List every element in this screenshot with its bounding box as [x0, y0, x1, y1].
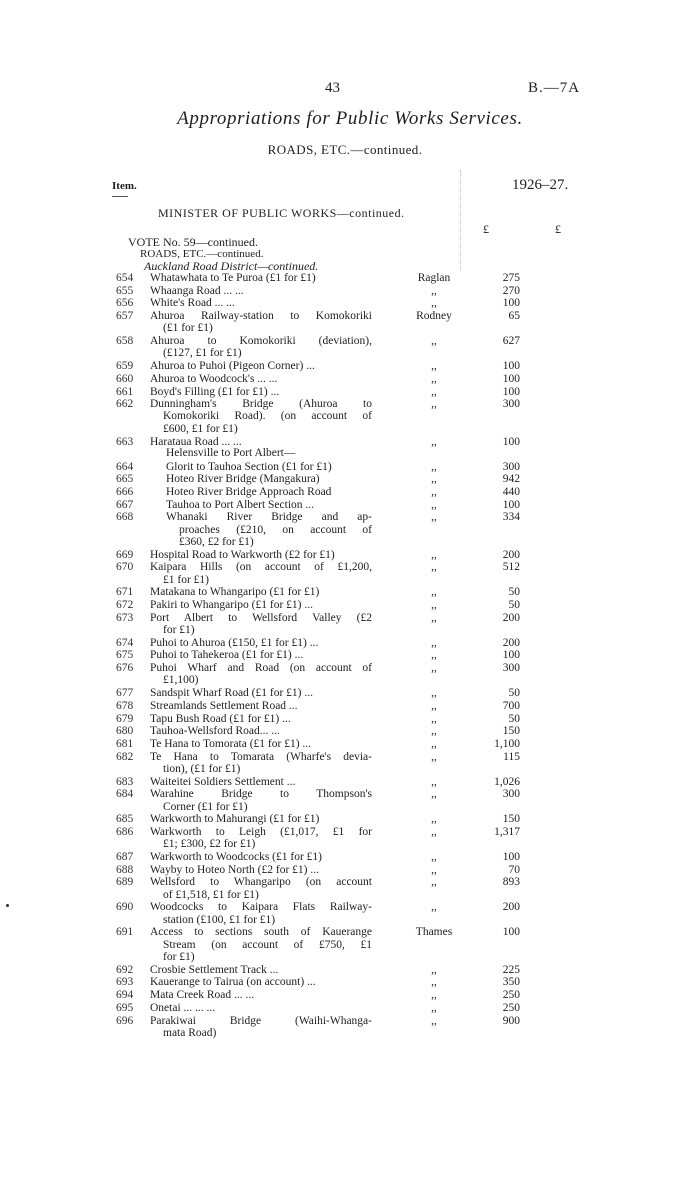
description-line: £1 for £1) — [163, 573, 209, 586]
electorate: ,, — [431, 863, 437, 876]
description-line: Hoteo River Bridge Approach Road — [166, 485, 332, 498]
electorate: ,, — [431, 398, 437, 411]
electorate: Raglan — [417, 272, 451, 284]
description-line: Kaipara Hills (on account of £1,200, — [150, 561, 372, 574]
item-number: 669 — [116, 548, 134, 561]
amount: 100 — [502, 851, 520, 863]
description-line: tion), (£1 for £1) — [163, 762, 241, 775]
description-line: Warahine Bridge to Thompson's — [150, 788, 372, 801]
electorate: ,, — [431, 788, 437, 801]
item-description — [150, 776, 372, 788]
page-title: Appropriations for Public Works Services. — [177, 108, 523, 129]
pound-symbol-column-1: £ — [483, 222, 489, 236]
item-number: 655 — [116, 284, 134, 297]
item-description — [150, 297, 372, 309]
amount: 50 — [508, 687, 520, 700]
amount: 893 — [502, 876, 520, 889]
description-line: Hoteo River Bridge (Mangakura) — [166, 473, 320, 486]
item-description — [150, 586, 372, 598]
amount: 65 — [508, 310, 520, 323]
item-description — [150, 926, 372, 963]
amount: 200 — [502, 636, 520, 649]
electorate: ,, — [431, 813, 437, 826]
electorate: ,, — [431, 335, 437, 348]
item-number: 685 — [116, 813, 134, 826]
amount: 100 — [502, 498, 520, 511]
description-line: Harataua Road ... ... — [150, 435, 242, 448]
description-line: for £1) — [163, 950, 195, 963]
section-heading: ROADS, ETC.—continued. — [267, 142, 423, 157]
amount: 900 — [502, 1014, 520, 1027]
item-column-header: Item. — [112, 180, 137, 192]
description-line: Sandspit Wharf Road (£1 for £1) ... — [150, 687, 313, 700]
item-number: 671 — [116, 586, 134, 599]
subheading-helensville: Helensville to Port Albert— — [166, 447, 296, 460]
district-name: Auckland Road District—continued. — [144, 259, 319, 273]
description-line: Hospital Road to Warkworth (£2 for £1) — [150, 548, 335, 561]
description-line: Ahuroa to Komokoriki (deviation), — [150, 335, 372, 348]
description-line: Streamlands Settlement Road ... — [150, 699, 298, 712]
amount: 512 — [502, 561, 520, 574]
electorate: ,, — [431, 636, 437, 649]
item-number: 694 — [116, 989, 134, 1002]
description-line: Whanaki River Bridge and ap- — [166, 511, 372, 524]
description-line: £360, £2 for £1) — [179, 535, 254, 548]
item-number: 666 — [116, 485, 134, 498]
amount: 100 — [502, 435, 520, 448]
description-line: Stream (on account of £750, £1 — [163, 938, 372, 951]
amount: 334 — [502, 511, 520, 524]
description-line: Onetai ... ... ... — [150, 1001, 216, 1014]
description-line: Warkworth to Woodcocks (£1 for £1) — [150, 851, 322, 863]
description-line: Wellsford to Whangaripo (on account — [150, 876, 372, 889]
item-description — [150, 725, 372, 737]
item-description — [150, 436, 372, 448]
electorate: ,, — [431, 976, 437, 989]
item-number: 696 — [116, 1014, 134, 1027]
description-line: £1; £300, £2 for £1) — [163, 838, 256, 851]
item-number: 680 — [116, 725, 134, 738]
description-line: Boyd's Filling (£1 for £1) ... — [150, 385, 280, 398]
description-line: Tauhoa to Port Albert Section ... — [166, 498, 315, 511]
item-description — [150, 788, 372, 813]
description-line: Dunningham's Bridge (Ahuroa to — [150, 398, 372, 411]
description-line: Corner (£1 for £1) — [163, 800, 248, 813]
item-number: 664 — [116, 460, 134, 473]
amount: 1,317 — [494, 826, 520, 838]
amount: 100 — [502, 385, 520, 398]
electorate: ,, — [431, 435, 437, 448]
item-number: 691 — [116, 926, 134, 939]
description-line: Parakiwai Bridge (Waihi-Whanga- — [150, 1014, 372, 1027]
electorate: ,, — [431, 876, 437, 889]
electorate: ,, — [431, 460, 437, 473]
item-number: 675 — [116, 649, 134, 662]
item-description — [150, 637, 372, 649]
description-line: Pakiri to Whangaripo (£1 for £1) ... — [150, 599, 313, 611]
roads-subheading: ROADS, ETC.—continued. — [140, 248, 264, 260]
item-number: 672 — [116, 599, 134, 611]
item-description — [150, 700, 372, 712]
item-number: 662 — [116, 398, 134, 411]
amount: 100 — [502, 926, 520, 939]
electorate: ,, — [431, 662, 437, 675]
amount: 100 — [502, 360, 520, 373]
item-number: 692 — [116, 963, 134, 976]
electorate: ,, — [431, 989, 437, 1002]
item-description — [150, 976, 372, 988]
year-column-header: 1926–27. — [512, 177, 569, 193]
electorate: ,, — [431, 297, 437, 310]
item-description — [150, 687, 372, 699]
description-line: Ahuroa to Puhoi (Pigeon Corner) ... — [150, 360, 315, 373]
electorate: ,, — [431, 548, 437, 561]
item-number: 660 — [116, 372, 134, 385]
electorate: ,, — [431, 360, 437, 373]
description-line: Warkworth to Mahurangi (£1 for £1) — [150, 813, 320, 826]
description-line: Puhoi to Ahuroa (£150, £1 for £1) ... — [150, 636, 319, 649]
amount: 300 — [502, 662, 520, 675]
electorate: ,, — [431, 750, 437, 763]
amount: 1,100 — [494, 737, 520, 750]
item-number: 663 — [116, 435, 134, 448]
column-rule — [460, 170, 461, 270]
description-line: Te Hana to Tomorata (£1 for £1) ... — [150, 737, 312, 750]
item-number: 682 — [116, 750, 134, 763]
description-line: for £1) — [163, 623, 195, 636]
amount: 50 — [508, 599, 520, 611]
amount: 250 — [502, 1001, 520, 1014]
description-line: of £1,518, £1 for £1) — [163, 888, 259, 901]
item-description — [166, 511, 372, 548]
item-description — [150, 713, 372, 725]
description-line: Komokoriki Road). (on account of — [163, 410, 372, 423]
amount: 700 — [502, 699, 520, 712]
description-line: Te Hana to Tomarata (Wharfe's devia- — [150, 750, 372, 763]
item-description — [150, 373, 372, 385]
description-line: Glorit to Tauhoa Section (£1 for £1) — [166, 460, 332, 473]
amount: 275 — [502, 272, 520, 284]
amount: 200 — [502, 548, 520, 561]
amount: 200 — [502, 611, 520, 624]
amount: 300 — [502, 398, 520, 411]
item-number: 676 — [116, 662, 134, 675]
electorate: ,, — [431, 712, 437, 725]
item-description — [150, 398, 372, 435]
item-number: 661 — [116, 385, 134, 398]
description-line: Mata Creek Road ... ... — [150, 989, 255, 1002]
item-number: 679 — [116, 712, 134, 725]
item-description — [166, 486, 372, 498]
margin-mark — [6, 904, 9, 907]
item-number: 657 — [116, 310, 134, 323]
electorate: ,, — [431, 485, 437, 498]
amount: 270 — [502, 284, 520, 297]
electorate: ,, — [431, 699, 437, 712]
amount: 300 — [502, 788, 520, 801]
description-line: Warkworth to Leigh (£1,017, £1 for — [150, 826, 372, 838]
item-number: 684 — [116, 788, 134, 801]
amount: 100 — [502, 297, 520, 310]
amount: 115 — [503, 750, 520, 763]
item-number: 695 — [116, 1001, 134, 1014]
description-line: Crosbie Settlement Track ... — [150, 963, 279, 976]
item-number: 674 — [116, 636, 134, 649]
item-description — [150, 864, 372, 876]
item-description — [150, 649, 372, 661]
vote-heading: VOTE No. 59—continued. — [128, 235, 258, 249]
electorate: ,, — [431, 372, 437, 385]
item-number: 687 — [116, 851, 134, 863]
item-number: 654 — [116, 272, 134, 284]
item-number: 667 — [116, 498, 134, 511]
amount: 440 — [502, 485, 520, 498]
amount: 200 — [502, 901, 520, 914]
item-description — [150, 599, 372, 611]
amount: 300 — [502, 460, 520, 473]
item-number: 673 — [116, 611, 134, 624]
item-number: 659 — [116, 360, 134, 373]
description-line: Wayby to Hoteo North (£2 for £1) ... — [150, 863, 319, 876]
electorate: ,, — [431, 775, 437, 788]
item-description — [150, 335, 372, 360]
pound-symbol-column-2: £ — [555, 222, 561, 236]
item-number: 690 — [116, 901, 134, 914]
amount: 350 — [502, 976, 520, 989]
item-description — [150, 751, 372, 776]
item-description — [150, 964, 372, 976]
item-description — [150, 386, 372, 398]
item-description — [150, 360, 372, 372]
description-line: Puhoi to Tahekeroa (£1 for £1) ... — [150, 649, 304, 662]
electorate: ,, — [431, 385, 437, 398]
item-number: 658 — [116, 335, 134, 348]
electorate: Thames — [415, 926, 453, 939]
item-description — [150, 989, 372, 1001]
description-line: Puhoi Wharf and Road (on account of — [150, 662, 372, 675]
electorate: Rodney — [416, 310, 452, 323]
amount: 100 — [502, 649, 520, 662]
amount: 942 — [502, 473, 520, 486]
item-description — [166, 461, 372, 473]
description-line: (£127, £1 for £1) — [163, 347, 242, 360]
item-description — [166, 473, 372, 485]
description-line: Ahuroa to Woodcock's ... ... — [150, 372, 278, 385]
item-description — [150, 561, 372, 586]
item-description — [150, 901, 372, 926]
item-number: 670 — [116, 561, 134, 574]
amount: 150 — [502, 813, 520, 826]
description-line: Ahuroa Railway-station to Komokoriki — [150, 310, 372, 323]
description-line: Tapu Bush Road (£1 for £1) ... — [150, 712, 291, 725]
electorate: ,, — [431, 687, 437, 700]
item-description — [150, 738, 372, 750]
item-number: 678 — [116, 699, 134, 712]
item-number: 665 — [116, 473, 134, 486]
item-number: 677 — [116, 687, 134, 700]
minister-heading: MINISTER OF PUBLIC WORKS—continued. — [158, 206, 405, 220]
item-description — [150, 813, 372, 825]
page-number: 43 — [325, 80, 340, 96]
electorate: ,, — [431, 586, 437, 599]
item-description — [150, 549, 372, 561]
description-line: Whatawhata to Te Puroa (£1 for £1) — [150, 272, 316, 284]
amount: 100 — [502, 372, 520, 385]
item-description — [150, 612, 372, 637]
description-line: £600, £1 for £1) — [163, 422, 238, 435]
item-number: 688 — [116, 863, 134, 876]
electorate: ,, — [431, 901, 437, 914]
amount: 627 — [502, 335, 520, 348]
description-line: Waiteitei Soldiers Settlement ... — [150, 775, 296, 788]
electorate: ,, — [431, 611, 437, 624]
item-number: 681 — [116, 737, 134, 750]
amount: 70 — [508, 863, 520, 876]
item-description — [150, 851, 372, 863]
item-number: 656 — [116, 297, 134, 310]
electorate: ,, — [431, 284, 437, 297]
item-number: 668 — [116, 511, 134, 524]
description-line: mata Road) — [163, 1026, 217, 1039]
item-description — [150, 826, 372, 851]
item-number: 683 — [116, 775, 134, 788]
electorate: ,, — [431, 851, 437, 863]
electorate: ,, — [431, 725, 437, 738]
item-description — [166, 499, 372, 511]
item-description — [150, 1015, 372, 1040]
item-number: 693 — [116, 976, 134, 989]
description-line: proaches (£210, on account of — [179, 523, 372, 536]
description-line: White's Road ... ... — [150, 297, 235, 310]
description-line: £1,100) — [163, 674, 199, 687]
item-description — [150, 285, 372, 297]
electorate: ,, — [431, 561, 437, 574]
description-line: Access to sections south of Kauerange — [150, 926, 372, 939]
amount: 50 — [508, 712, 520, 725]
item-number: 689 — [116, 876, 134, 889]
item-description — [150, 876, 372, 901]
amount: 225 — [502, 963, 520, 976]
amount: 250 — [502, 989, 520, 1002]
amount: 50 — [508, 586, 520, 599]
electorate: ,, — [431, 473, 437, 486]
electorate: ,, — [431, 1014, 437, 1027]
item-description — [150, 310, 372, 335]
item-description — [150, 1002, 372, 1014]
description-line: Whaanga Road ... ... — [150, 284, 244, 297]
document-reference: B.—7A — [528, 80, 581, 96]
item-number: 686 — [116, 826, 134, 838]
description-line: Port Albert to Wellsford Valley (£2 — [150, 611, 372, 624]
description-line: (£1 for £1) — [163, 322, 213, 335]
item-description — [150, 662, 372, 687]
electorate: ,, — [431, 498, 437, 511]
electorate: ,, — [431, 963, 437, 976]
amount: 1,026 — [494, 775, 520, 788]
item-description — [150, 272, 372, 284]
electorate: ,, — [431, 737, 437, 750]
electorate: ,, — [431, 511, 437, 524]
header-rule — [112, 196, 128, 197]
description-line: Kauerange to Tairua (on account) ... — [150, 976, 316, 989]
description-line: Woodcocks to Kaipara Flats Railway- — [150, 901, 372, 914]
electorate: ,, — [431, 649, 437, 662]
description-line: station (£100, £1 for £1) — [163, 913, 276, 926]
description-line: Tauhoa-Wellsford Road... ... — [150, 725, 280, 738]
amount: 150 — [502, 725, 520, 738]
electorate: ,, — [431, 1001, 437, 1014]
electorate: ,, — [431, 826, 437, 838]
electorate: ,, — [431, 599, 437, 611]
description-line: Matakana to Whangaripo (£1 for £1) — [150, 586, 320, 599]
